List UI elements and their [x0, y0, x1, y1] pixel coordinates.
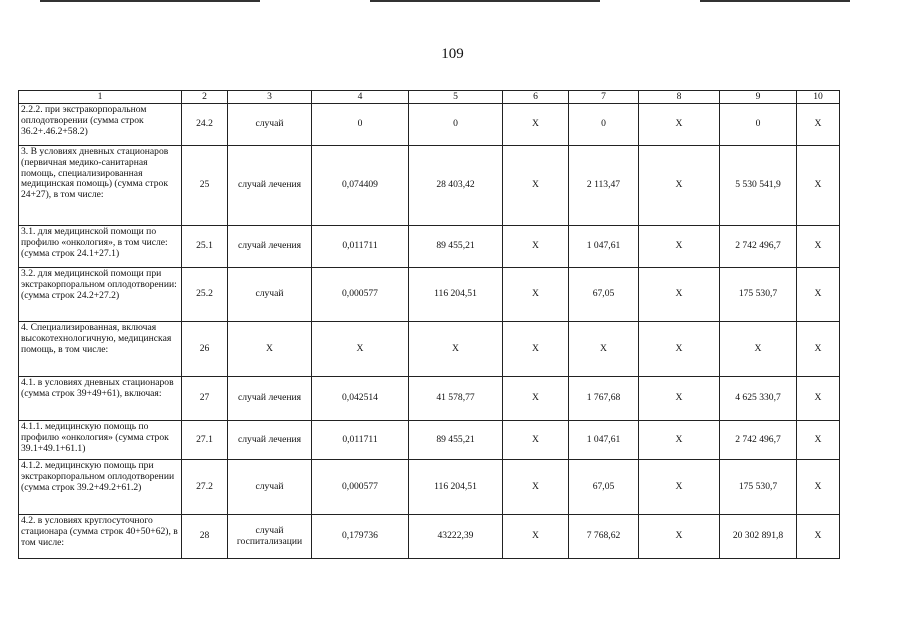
table-cell: X — [503, 268, 569, 322]
column-header: 9 — [720, 91, 797, 104]
table-cell: X — [503, 421, 569, 460]
table-cell: 0,011711 — [312, 226, 409, 268]
table-cell: 89 455,21 — [409, 226, 503, 268]
unit-cell: случай лечения — [228, 146, 312, 226]
table-cell: 0 — [312, 104, 409, 146]
table-cell: 0,000577 — [312, 268, 409, 322]
table-row — [19, 268, 840, 322]
table-cell: X — [639, 104, 720, 146]
row-number: 24.2 — [182, 104, 228, 146]
table-cell: X — [797, 268, 840, 322]
table-cell: 20 302 891,8 — [720, 515, 797, 559]
table-cell: X — [639, 268, 720, 322]
table-cell: X — [797, 515, 840, 559]
table-cell: X — [797, 377, 840, 421]
table-cell: 0,042514 — [312, 377, 409, 421]
unit-cell: случай — [228, 104, 312, 146]
table-cell: 4 625 330,7 — [720, 377, 797, 421]
table-cell: 116 204,51 — [409, 460, 503, 515]
column-header: 4 — [312, 91, 409, 104]
row-description: 4.2. в условиях круглосуточного стационара (сумма строк 40+50+62), в том числе: — [19, 515, 182, 559]
table-row — [19, 146, 840, 226]
row-description: 3.2. для медицинской помощи при экстракорпоральном оплодотворении: (сумма строк 24.2+27.2) — [19, 268, 182, 322]
table-cell: X — [797, 104, 840, 146]
table-cell: 175 530,7 — [720, 460, 797, 515]
table-cell: X — [639, 226, 720, 268]
row-description: 3.1. для медицинской помощи по профилю «онкология», в том числе: (сумма строк 24.1+27.1) — [19, 226, 182, 268]
table-cell: 0 — [720, 104, 797, 146]
table-cell: 0,074409 — [312, 146, 409, 226]
table-cell: X — [503, 226, 569, 268]
table-cell: X — [503, 515, 569, 559]
table-row — [19, 421, 840, 460]
table-cell: X — [569, 322, 639, 377]
table-cell: 67,05 — [569, 268, 639, 322]
column-header: 3 — [228, 91, 312, 104]
row-number: 25 — [182, 146, 228, 226]
table-row — [19, 460, 840, 515]
table-cell: 28 403,42 — [409, 146, 503, 226]
table-cell: X — [639, 322, 720, 377]
page-top-edge — [0, 0, 905, 3]
column-header: 8 — [639, 91, 720, 104]
row-number: 25.2 — [182, 268, 228, 322]
row-number: 28 — [182, 515, 228, 559]
table-row — [19, 515, 840, 559]
data-table — [18, 90, 840, 559]
row-description: 4. Специализированная, включая высокотехнологичную, медицинская помощь, в том числе: — [19, 322, 182, 377]
table-cell: 1 047,61 — [569, 226, 639, 268]
table-cell: 67,05 — [569, 460, 639, 515]
table-cell: X — [503, 377, 569, 421]
table-cell: 41 578,77 — [409, 377, 503, 421]
table-cell: X — [312, 322, 409, 377]
table-cell: X — [797, 421, 840, 460]
table-cell: 43222,39 — [409, 515, 503, 559]
table-cell: X — [503, 104, 569, 146]
row-number: 26 — [182, 322, 228, 377]
row-description: 3. В условиях дневных стационаров (первичная медико-санитарная помощь, специализированная медицинская помощь) (сумма строк 24+27), в том числе: — [19, 146, 182, 226]
table-cell: 5 530 541,9 — [720, 146, 797, 226]
row-number: 27.2 — [182, 460, 228, 515]
table-cell: X — [639, 460, 720, 515]
table-cell: 1 767,68 — [569, 377, 639, 421]
table-cell: X — [797, 226, 840, 268]
table-cell: X — [797, 460, 840, 515]
table-cell: 0,011711 — [312, 421, 409, 460]
table-cell: 2 113,47 — [569, 146, 639, 226]
row-description: 2.2.2. при экстракорпоральном оплодотворении (сумма строк 36.2+.46.2+58.2) — [19, 104, 182, 146]
column-header: 10 — [797, 91, 840, 104]
table-cell: X — [503, 146, 569, 226]
table-cell: 0 — [569, 104, 639, 146]
column-header: 6 — [503, 91, 569, 104]
unit-cell: X — [228, 322, 312, 377]
table-cell: 0,179736 — [312, 515, 409, 559]
table-cell: 175 530,7 — [720, 268, 797, 322]
column-header: 7 — [569, 91, 639, 104]
unit-cell: случай — [228, 268, 312, 322]
row-number: 27.1 — [182, 421, 228, 460]
row-description: 4.1. в условиях дневных стационаров (сумма строк 39+49+61), включая: — [19, 377, 182, 421]
unit-cell: случай госпитализации — [228, 515, 312, 559]
table-header-row — [19, 91, 840, 104]
table-cell: X — [639, 146, 720, 226]
table-cell: X — [639, 421, 720, 460]
table-cell: X — [797, 146, 840, 226]
column-header: 5 — [409, 91, 503, 104]
table-cell: X — [639, 515, 720, 559]
table-cell: X — [503, 322, 569, 377]
table-cell: X — [797, 322, 840, 377]
table-cell: X — [503, 460, 569, 515]
page-number: 109 — [441, 46, 464, 62]
row-number: 25.1 — [182, 226, 228, 268]
row-description: 4.1.1. медицинскую помощь по профилю «онкология» (сумма строк 39.1+49.1+61.1) — [19, 421, 182, 460]
table-cell: 7 768,62 — [569, 515, 639, 559]
table-row — [19, 104, 840, 146]
table-cell: 0 — [409, 104, 503, 146]
unit-cell: случай лечения — [228, 377, 312, 421]
column-header: 2 — [182, 91, 228, 104]
table-cell: 2 742 496,7 — [720, 226, 797, 268]
table-row — [19, 226, 840, 268]
unit-cell: случай лечения — [228, 421, 312, 460]
table-cell: X — [639, 377, 720, 421]
table-cell: X — [720, 322, 797, 377]
table-cell: 1 047,61 — [569, 421, 639, 460]
table-cell: 2 742 496,7 — [720, 421, 797, 460]
table-cell: X — [409, 322, 503, 377]
column-header: 1 — [19, 91, 182, 104]
table-cell: 116 204,51 — [409, 268, 503, 322]
unit-cell: случай — [228, 460, 312, 515]
table-row — [19, 322, 840, 377]
table-cell: 0,000577 — [312, 460, 409, 515]
table-cell: 89 455,21 — [409, 421, 503, 460]
row-number: 27 — [182, 377, 228, 421]
unit-cell: случай лечения — [228, 226, 312, 268]
table-row — [19, 377, 840, 421]
row-description: 4.1.2. медицинскую помощь при экстракорпоральном оплодотворении (сумма строк 39.2+49.2+61.2) — [19, 460, 182, 515]
